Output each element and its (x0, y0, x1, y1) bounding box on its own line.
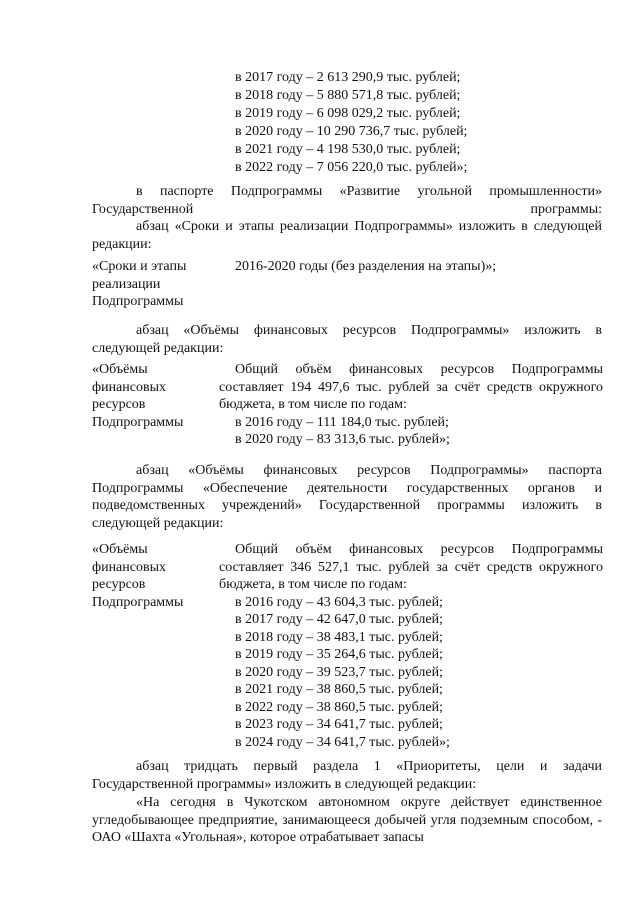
year-line: в 2016 году – 43 604,3 тыс. рублей; (235, 594, 443, 610)
year-line: в 2019 году – 6 098 029,2 тыс. рублей; (235, 106, 461, 121)
paragraph-section: абзац тридцать первый раздела 1 «Приоритеты, цели и задачи Государственной программы» изложить в следующей редакции: (92, 759, 602, 792)
year-line: в 2019 году – 35 264,6 тыс. рублей; (235, 647, 443, 662)
year-line: в 2020 году – 83 313,6 тыс. рублей»; (235, 432, 450, 447)
volumes-2-content (219, 541, 603, 751)
year-line: в 2017 году – 42 647,0 тыс. рублей; (235, 612, 443, 627)
volumes-1-text: Общий объём финансовых ресурсов Подпрограммы составляет 194 497,6 тыс. рублей за счёт средств окружного бюджета, в том числе по годам: (219, 362, 603, 412)
paragraph-quote: «На сегодня в Чукотском автономном округе действует единственное угледобывающее предприятие, занимающееся добычей угля подземным способом, - ОАО «Шахта «Угольная», которое отрабатывает запасы (92, 795, 602, 845)
year-line: в 2018 году – 38 483,1 тыс. рублей; (235, 629, 443, 645)
year-line: в 2022 году – 38 860,5 тыс. рублей; (235, 699, 443, 715)
year-line: в 2021 году – 4 198 530,0 тыс. рублей; (235, 142, 461, 157)
volumes-2-text: Общий объём финансовых ресурсов Подпрограммы составляет 346 527,1 тыс. рублей за счёт средств окружного бюджета, в том числе по годам: (219, 542, 603, 592)
year-line: в 2024 году – 34 641,7 тыс. рублей»; (235, 734, 450, 750)
year-line: в 2018 году – 5 880 571,8 тыс. рублей; (235, 88, 461, 103)
year-line: в 2022 году – 7 056 220,0 тыс. рублей»; (235, 160, 468, 175)
year-line: в 2021 году – 38 860,5 тыс. рублей; (235, 682, 443, 697)
year-line: в 2020 году – 10 290 736,7 тыс. рублей; (235, 124, 468, 139)
paragraph-passport: в паспорте Подпрограммы «Развитие угольной промышленности» Государственной программы: (92, 184, 602, 217)
year-line: в 2023 году – 34 641,7 тыс. рублей; (235, 717, 443, 732)
volumes-1-label: «Объёмы финансовых ресурсов Подпрограммы (92, 362, 184, 430)
year-line: в 2016 году – 111 184,0 тыс. рублей; (235, 414, 449, 430)
volumes-1-content (219, 361, 603, 449)
paragraph-volumes-2: абзац «Объёмы финансовых ресурсов Подпрограммы» паспорта Подпрограммы «Обеспечение деятельности государственных органов и подведомственных учреждений» Государственной программы изложить в следующей редакции: (92, 463, 602, 531)
paragraph-terms: абзац «Сроки и этапы реализации Подпрограммы» изложить в следующей редакции: (92, 219, 602, 252)
year-line: в 2017 году – 2 613 290,9 тыс. рублей; (235, 70, 461, 85)
year-line: в 2020 году – 39 523,7 тыс. рублей; (235, 664, 443, 680)
terms-label: «Сроки и этапы реализации Подпрограммы (92, 259, 187, 309)
volumes-2-label: «Объёмы финансовых ресурсов Подпрограммы (92, 542, 184, 610)
paragraph-volumes-1: абзац «Объёмы финансовых ресурсов Подпрограммы» изложить в следующей редакции: (92, 323, 602, 356)
terms-value: 2016-2020 годы (без разделения на этапы)»; (235, 259, 497, 274)
